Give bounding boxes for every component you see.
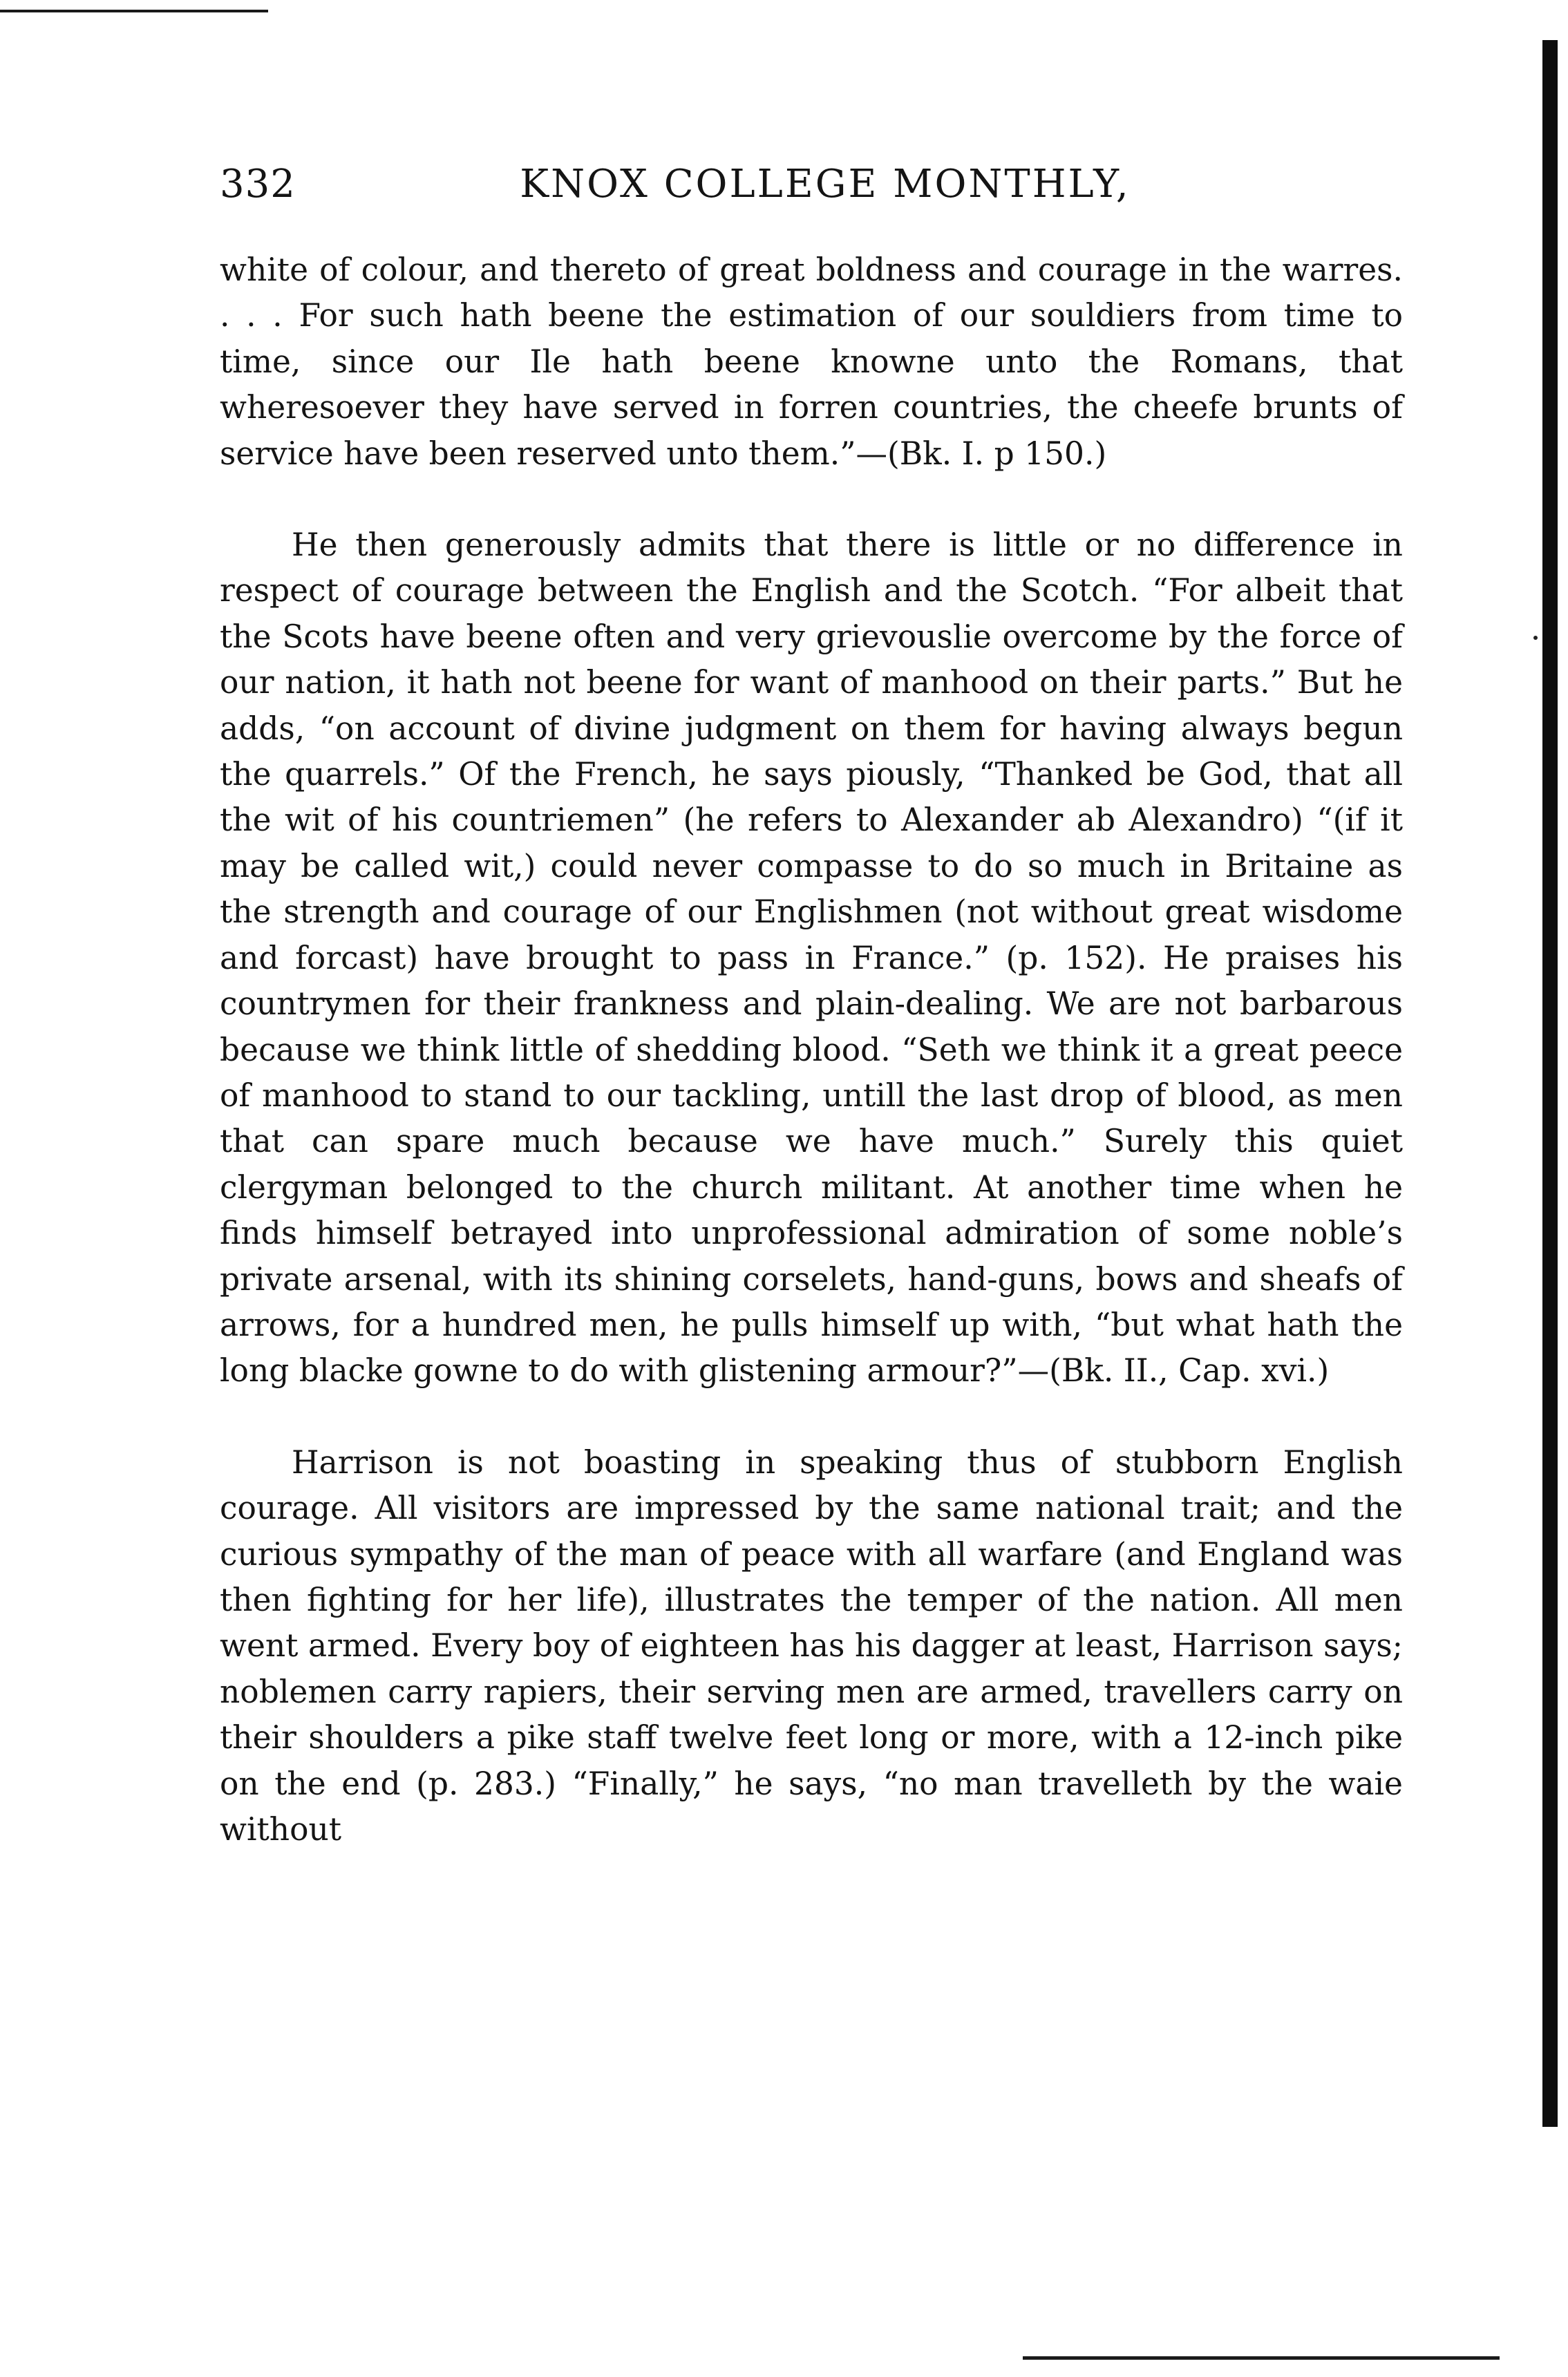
page-number: 332 [220,162,296,207]
page-edge-bar [1542,40,1558,2127]
body-text [220,247,1403,1853]
paragraph-gap [220,1394,1403,1440]
paragraph-continued: white of colour, and thereto of great boldness and courage in the warres. . . . For such hath beene the estimation of our souldiers from time to time, since our Ile hath beene knowne unto the Romans, that wheresoever they have served in forren countries, the cheefe brunts of service have been reserved unto them.”—(Bk. I. p 150.) [220,252,1403,472]
paragraph: Harrison is not boasting in speaking thus of stubborn English courage. All visitors are impressed by the same national trait; and the curious sympathy of the man of peace with all warfare (and England was then fighting for her life), illustrates the temper of the nation. All men went armed. Every boy of eighteen has his dagger at least, Harrison says; noblemen carry rapiers, their serving men are armed, travellers carry on their shoulders a pike staff twelve feet long or more, with a 12-inch pike on the end (p. 283.) “Finally,” he says, “no man travelleth by the waie without [220,1443,1403,1848]
margin-mark [1533,636,1538,640]
bottom-rule [1023,2356,1500,2360]
top-rule [0,10,268,12]
page [220,160,1403,1853]
running-head: KNOX COLLEGE MONTHLY, [520,162,1131,207]
paragraph-gap [220,477,1403,522]
page-header [220,160,1403,220]
paragraph: He then generously admits that there is little or no difference in respect of courage between the English and the Scotch. “For albeit that the Scots have beene often and very grievouslie overcome by the force of our nation, it hath not beene for want of manhood on their parts.” But he adds, “on account of divine judgment on them for having always begun the quarrels.” Of the French, he says piously, “Thanked be God, that all the wit of his countriemen” (he refers to Alexander ab Alexandro) “(if it may be called wit,) could never compasse to do so much in Britaine as the strength and courage of our Englishmen (not without great wisdome and forcast) have brought to pass in France.” (p. 152). He praises his countrymen for their frankness and plain-dealing. We are not barbarous because we think little of shedding blood. “Seth we think it a great peece of manhood to stand to our tackling, untill the last drop of blood, as men that can spare much because we have much.” Surely this quiet clergyman belonged to the church militant. At another time when he finds himself betrayed into unprofessional admiration of some noble’s private arsenal, with its shining corselets, hand-guns, bows and sheafs of arrows, for a hundred men, he pulls himself up with, “but what hath the long blacke gowne to do with glistening armour?”—(Bk. II., Cap. xvi.) [220,527,1403,1390]
